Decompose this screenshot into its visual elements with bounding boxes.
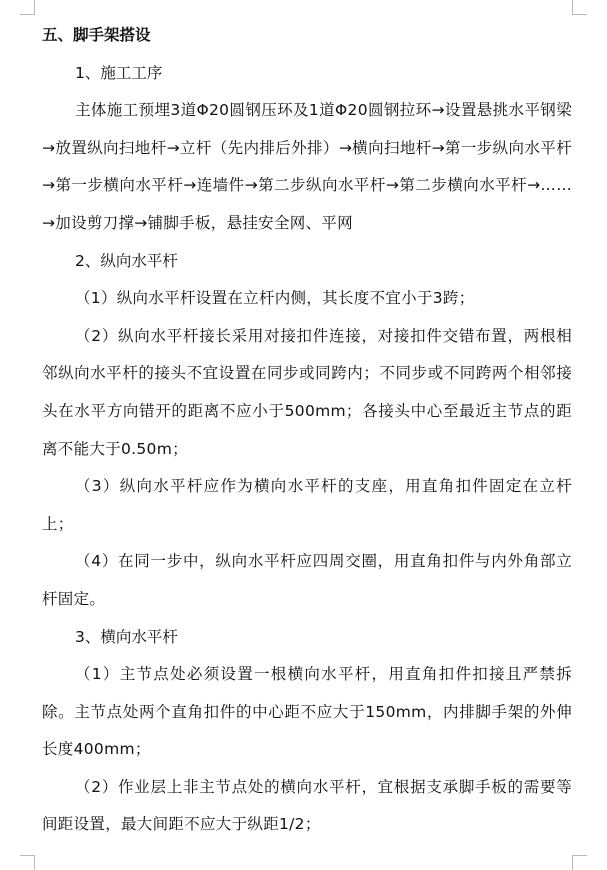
subsection-title-transverse-bar: 3、横向水平杆	[75, 627, 178, 646]
page-corner-mark-top-right	[572, 0, 587, 15]
paragraph-transverse-1: （1）主节点处必须设置一根横向水平杆，用直角扣件扣接且严禁拆除。主节点处两个直角扣件的中心距不应大于150mm，内排脚手架的外伸长度400mm；	[42, 665, 572, 759]
section-heading: 五、脚手架搭设	[42, 26, 151, 44]
document-page	[42, 17, 572, 844]
page-corner-mark-top-left	[20, 0, 35, 15]
paragraph-longitudinal-2: （2）纵向水平杆接长采用对接扣件连接，对接扣件交错布置，两根相邻纵向水平杆的接头不宜设置在同步或同跨内；不同步或不同跨两个相邻接头在水平方向错开的距离不应小于500mm；各接头中心至最近主节点的距离不能大于0.50m；	[42, 326, 572, 458]
subsection-title-construction-sequence: 1、施工工序	[75, 63, 163, 82]
paragraph-construction-sequence: 主体施工预埋3道Φ20圆钢压环及1道Φ20圆钢拉环→设置悬挑水平钢梁→放置纵向扫地杆→立杆（先内排后外排）→横向扫地杆→第一步纵向水平杆→第一步横向水平杆→连墙件→第二步纵向水平杆→第二步横向水平杆→……→加设剪刀撑→铺脚手板，悬挂安全网、平网	[42, 101, 572, 232]
paragraph-longitudinal-4: （4）在同一步中，纵向水平杆应四周交圈，用直角扣件与内外角部立杆固定。	[42, 552, 572, 608]
page-corner-mark-bottom-right	[572, 855, 587, 870]
page-corner-mark-bottom-left	[20, 855, 35, 870]
subsection-title-longitudinal-bar: 2、纵向水平杆	[75, 251, 178, 270]
paragraph-longitudinal-3: （3）纵向水平杆应作为横向水平杆的支座，用直角扣件固定在立杆上；	[42, 477, 572, 533]
paragraph-longitudinal-1: （1）纵向水平杆设置在立杆内侧，其长度不宜小于3跨；	[75, 289, 475, 308]
paragraph-transverse-2: （2）作业层上非主节点处的横向水平杆，宜根据支承脚手板的需要等间距设置，最大间距不应大于纵距1/2；	[42, 777, 572, 834]
